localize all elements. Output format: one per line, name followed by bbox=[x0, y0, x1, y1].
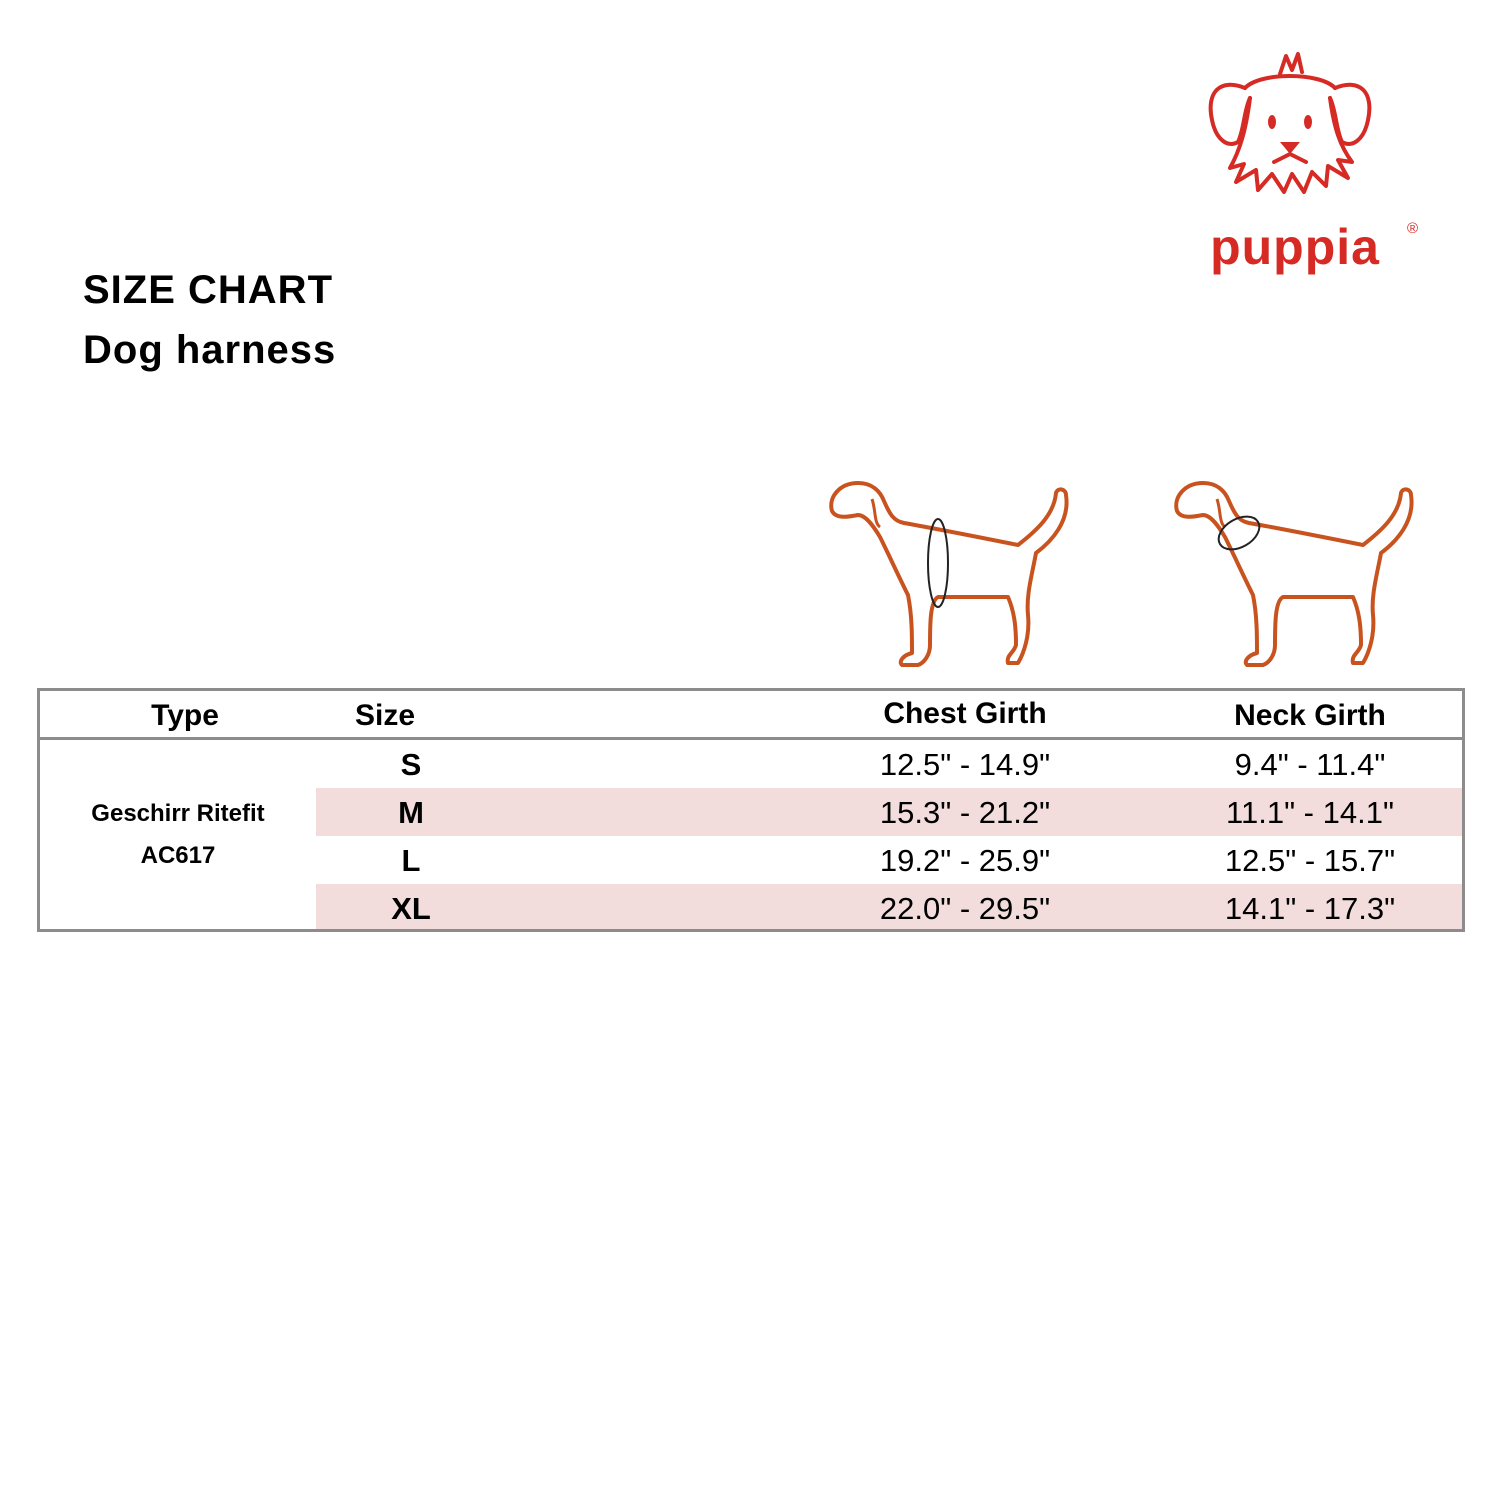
size-cell: S bbox=[400, 747, 422, 782]
puppia-dog-logo-icon bbox=[1200, 50, 1380, 200]
size-cell: M bbox=[398, 795, 424, 830]
header-size: Size bbox=[354, 699, 416, 732]
header-type: Type bbox=[151, 699, 219, 732]
chest-girth-cell: 22.0" - 29.5" bbox=[879, 891, 1051, 926]
type-name: Geschirr Ritefit bbox=[91, 799, 265, 827]
page-title: SIZE CHART bbox=[83, 268, 333, 312]
chest-girth-cell: 15.3" - 21.2" bbox=[879, 795, 1051, 830]
registered-mark: ® bbox=[1407, 220, 1419, 237]
brand-logo bbox=[1160, 40, 1440, 275]
size-cell: XL bbox=[391, 891, 431, 926]
brand-name: puppia bbox=[1210, 219, 1380, 275]
page-subtitle: Dog harness bbox=[83, 328, 337, 372]
chest-girth-cell: 19.2" - 25.9" bbox=[879, 843, 1051, 878]
table-row bbox=[316, 836, 1462, 884]
table-row bbox=[316, 740, 1462, 788]
type-cell bbox=[40, 740, 316, 929]
table-header-row bbox=[40, 691, 1462, 740]
size-cell: L bbox=[401, 843, 421, 878]
neck-girth-cell: 11.1" - 14.1" bbox=[1226, 795, 1394, 830]
dog-neck-girth-icon bbox=[1163, 475, 1423, 675]
header-neck-girth: Neck Girth bbox=[1234, 699, 1386, 732]
neck-girth-cell: 12.5" - 15.7" bbox=[1224, 843, 1396, 878]
neck-girth-cell: 9.4" - 11.4" bbox=[1234, 747, 1386, 782]
header-chest-girth: Chest Girth bbox=[883, 697, 1047, 730]
neck-girth-cell: 14.1" - 17.3" bbox=[1224, 891, 1396, 926]
chest-girth-cell: 12.5" - 14.9" bbox=[879, 747, 1051, 782]
table-row bbox=[316, 788, 1462, 836]
type-code: AC617 bbox=[140, 841, 216, 869]
table-row bbox=[316, 884, 1462, 929]
size-table bbox=[37, 688, 1465, 932]
dog-chest-girth-icon bbox=[818, 475, 1078, 675]
